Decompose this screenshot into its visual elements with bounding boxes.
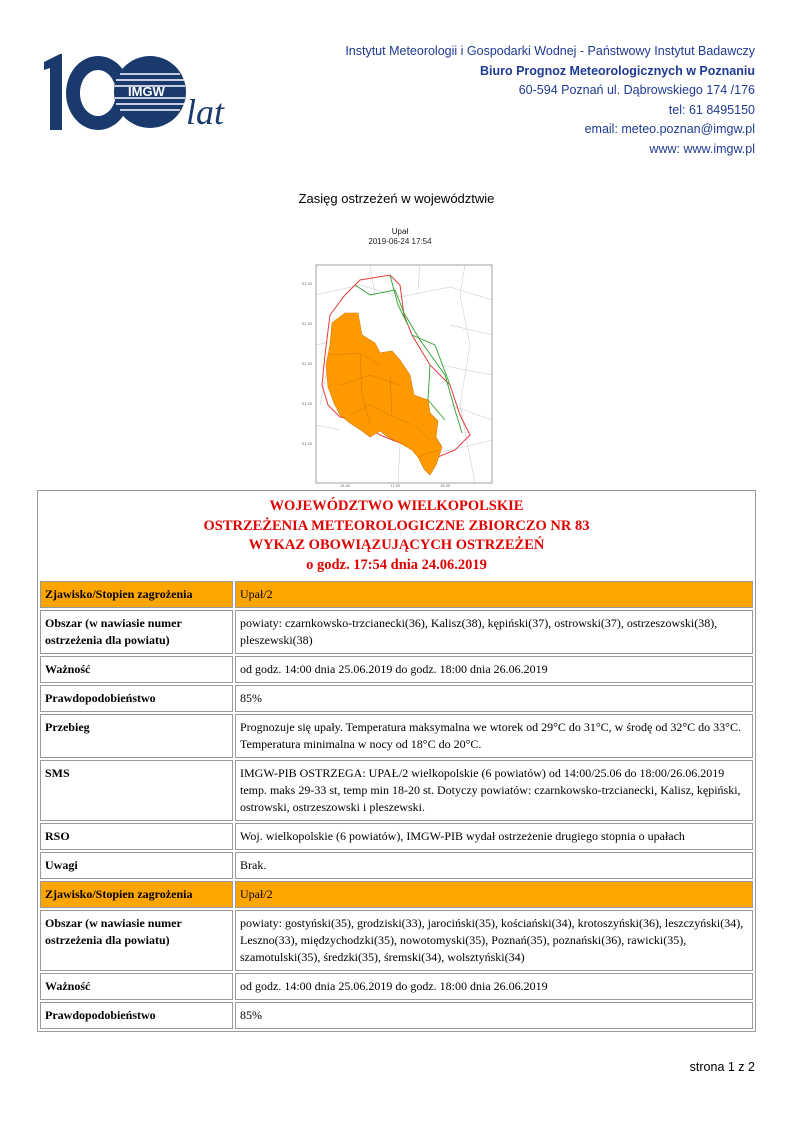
map-caption: Zasięg ostrzeżeń w województwie — [298, 191, 495, 206]
row-value: Prognozuje się upały. Temperatura maksymalna we wtorek od 29°C do 31°C, w środę od 32°C do 33°C. Temperatura minimalna w nocy od 18°C do 20°C. — [235, 714, 753, 758]
svg-text:18.00: 18.00 — [440, 484, 451, 487]
table-row — [40, 581, 753, 608]
row-label: Prawdopodobieństwo — [40, 685, 233, 712]
heading-region: WOJEWÓDZTWO WIELKOPOLSKIE — [269, 498, 524, 514]
imgw-100-lat-logo — [40, 50, 240, 132]
row-label: Zjawisko/Stopien zagrożenia — [40, 581, 233, 608]
row-value: Brak. — [235, 852, 753, 879]
row-value: 85% — [235, 685, 753, 712]
row-value: IMGW-PIB OSTRZEGA: UPAŁ/2 wielkopolskie (6 powiatów) od 14:00/25.06 do 18:00/26.06.2019 temp. maks 29-33 st, temp min 18-20 st. Dotyczy powiatów: czarnkowsko-trzcianecki, Kalisz, kępiński, ostrowski, ostrzeszowski i pleszewski. — [235, 760, 753, 821]
svg-text:53.00: 53.00 — [302, 282, 313, 286]
office-website[interactable]: www: www.imgw.pl — [649, 141, 755, 156]
row-value: 85% — [235, 1002, 753, 1029]
row-label: Uwagi — [40, 852, 233, 879]
logo-graphic — [40, 50, 240, 132]
row-value: powiaty: czarnkowsko-trzcianecki(36), Kalisz(38), kępiński(37), ostrowski(37), ostrzeszowski(38), pleszewski(38) — [235, 610, 753, 654]
row-value: od godz. 14:00 dnia 25.06.2019 do godz. 18:00 dnia 26.06.2019 — [235, 656, 753, 683]
row-value: powiaty: gostyński(35), grodziski(33), jarociński(35), kościański(34), krotoszyński(36), leszczyński(34), Leszno(33), międzychodzki(35), nowotomyski(35), Poznań(35), poznański(36), rawicki(35), szamotulski(35), średzki(35), śremski(34), wolsztyński(34) — [235, 910, 753, 971]
row-value: Woj. wielkopolskie (6 powiatów), IMGW-PIB wydał ostrzeżenie drugiego stopnia o upałach — [235, 823, 753, 850]
institute-header — [345, 42, 755, 159]
row-label: SMS — [40, 760, 233, 821]
table-row — [40, 823, 753, 850]
table-row — [40, 1002, 753, 1029]
table-row — [40, 714, 753, 758]
row-label: Prawdopodobieństwo — [40, 1002, 233, 1029]
table-row — [40, 881, 753, 908]
table-row — [40, 852, 753, 879]
institute-name: Instytut Meteorologii i Gospodarki Wodnej - Państwowy Instytut Badawczy — [345, 44, 755, 58]
svg-text:52.50: 52.50 — [302, 322, 313, 326]
table-row — [40, 610, 753, 654]
svg-text:52.00: 52.00 — [302, 362, 313, 366]
office-email[interactable]: email: meteo.poznan@imgw.pl — [584, 122, 755, 136]
heading-title: OSTRZEŻENIA METEOROLOGICZNE ZBIORCZO NR 83 — [203, 517, 590, 534]
row-value: Upał/2 — [235, 581, 753, 608]
table-row — [40, 685, 753, 712]
svg-text:16.00: 16.00 — [340, 484, 351, 487]
row-label: Zjawisko/Stopien zagrożenia — [40, 881, 233, 908]
row-label: Ważność — [40, 656, 233, 683]
svg-text:51.00: 51.00 — [302, 442, 313, 446]
map-datetime: 2019-06-24 17:54 — [368, 237, 432, 246]
logo-lat-text: lat — [186, 92, 225, 132]
row-label: RSO — [40, 823, 233, 850]
office-address: 60-594 Poznań ul. Dąbrowskiego 174 /176 — [518, 83, 755, 97]
row-value: Upał/2 — [235, 881, 753, 908]
office-name: Biuro Prognoz Meteorologicznych w Poznaniu — [479, 63, 755, 78]
row-label: Ważność — [40, 973, 233, 1000]
heading-subtitle: WYKAZ OBOWIĄZUJĄCYCH OSTRZEŻEŃ — [248, 537, 545, 553]
svg-text:51.50: 51.50 — [302, 402, 313, 406]
heading-datetime: o godz. 17:54 dnia 24.06.2019 — [306, 556, 487, 573]
table-row — [40, 760, 753, 821]
row-value: od godz. 14:00 dnia 25.06.2019 do godz. 18:00 dnia 26.06.2019 — [235, 973, 753, 1000]
page-number: strona 1 z 2 — [689, 1060, 755, 1074]
table-row — [40, 973, 753, 1000]
map-graphic — [300, 225, 500, 487]
office-phone: tel: 61 8495150 — [668, 102, 755, 117]
row-label: Obszar (w nawiasie numer ostrzeżenia dla powiatu) — [40, 610, 233, 654]
warning-table — [38, 579, 755, 1031]
warning-map — [300, 225, 500, 487]
warning-summary-box — [37, 490, 756, 1032]
map-title: Upał — [391, 227, 409, 236]
table-row — [40, 910, 753, 971]
logo-emblem-text: IMGW — [128, 84, 165, 99]
warning-heading — [38, 491, 755, 579]
row-label: Przebieg — [40, 714, 233, 758]
table-row — [40, 656, 753, 683]
row-label: Obszar (w nawiasie numer ostrzeżenia dla powiatu) — [40, 910, 233, 971]
svg-text:17.00: 17.00 — [390, 484, 401, 487]
